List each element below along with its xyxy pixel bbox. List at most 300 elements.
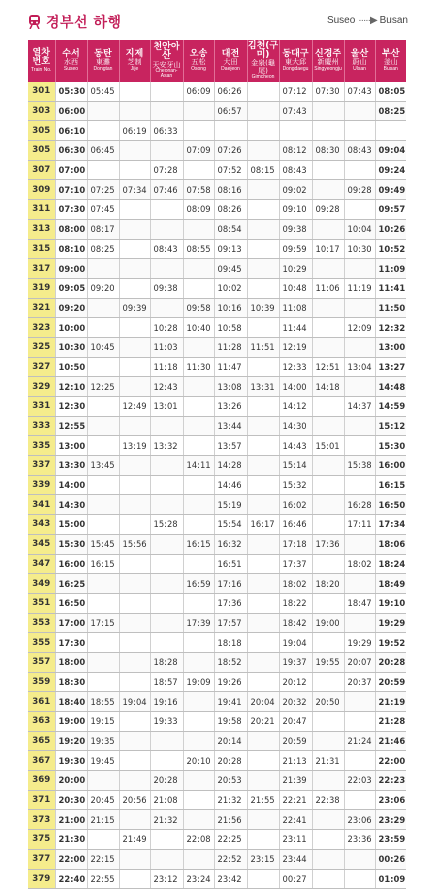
- time-cell: 07:45: [87, 200, 119, 220]
- time-cell: [344, 416, 375, 436]
- time-cell: [119, 849, 150, 869]
- time-cell: 21:31: [312, 751, 344, 771]
- time-cell: 09:20: [87, 278, 119, 298]
- time-cell: 19:26: [214, 672, 247, 692]
- time-cell: 17:15: [87, 613, 119, 633]
- column-header-en: Busan: [383, 65, 398, 72]
- time-cell: 07:30: [55, 200, 87, 220]
- time-cell: 19:37: [279, 652, 312, 672]
- time-cell: 18:47: [344, 593, 375, 613]
- time-cell: 10:45: [87, 337, 119, 357]
- column-header: [119, 40, 150, 82]
- table-row: [28, 613, 406, 633]
- time-cell: 10:28: [150, 318, 183, 338]
- time-cell: [150, 298, 183, 318]
- time-cell: [247, 672, 279, 692]
- time-cell: [312, 771, 344, 791]
- time-cell: [119, 751, 150, 771]
- time-cell: 09:02: [279, 180, 312, 200]
- time-cell: 14:46: [214, 475, 247, 495]
- time-cell: 12:32: [375, 318, 406, 338]
- time-cell: 17:36: [214, 593, 247, 613]
- time-cell: 12:33: [279, 357, 312, 377]
- time-cell: [150, 554, 183, 574]
- time-cell: [312, 337, 344, 357]
- time-cell: 13:00: [55, 436, 87, 456]
- train-number-cell: 327: [28, 357, 55, 377]
- table-row: [28, 318, 406, 338]
- time-cell: [312, 515, 344, 535]
- time-cell: [344, 574, 375, 594]
- time-cell: 16:00: [55, 554, 87, 574]
- table-row: [28, 298, 406, 318]
- time-cell: 18:06: [375, 534, 406, 554]
- time-cell: [312, 180, 344, 200]
- train-number-cell: 345: [28, 534, 55, 554]
- timetable: [28, 40, 406, 889]
- train-number-cell: 343: [28, 515, 55, 535]
- table-row: [28, 259, 406, 279]
- time-cell: 11:30: [183, 357, 214, 377]
- time-cell: [87, 574, 119, 594]
- column-header-hanja: 金泉(龜尾): [251, 59, 275, 75]
- train-number-cell: 329: [28, 377, 55, 397]
- time-cell: 12:43: [150, 377, 183, 397]
- column-header-en: Train No.: [31, 66, 52, 73]
- time-cell: 22:52: [214, 849, 247, 869]
- time-cell: [183, 810, 214, 830]
- time-cell: 15:38: [344, 456, 375, 476]
- time-cell: 23:59: [375, 830, 406, 850]
- table-row: [28, 771, 406, 791]
- time-cell: 19:55: [312, 652, 344, 672]
- column-header-hanja: 新慶州: [317, 58, 339, 67]
- time-cell: 11:47: [214, 357, 247, 377]
- time-cell: 16:17: [247, 515, 279, 535]
- column-header-hanja: 釜山: [383, 58, 398, 67]
- time-cell: [87, 652, 119, 672]
- route-indicator: [327, 15, 408, 26]
- train-number-cell: 309: [28, 180, 55, 200]
- time-cell: [119, 554, 150, 574]
- time-cell: [150, 830, 183, 850]
- time-cell: 07:09: [183, 141, 214, 161]
- time-cell: [312, 731, 344, 751]
- time-cell: [279, 121, 312, 141]
- time-cell: 18:22: [279, 593, 312, 613]
- time-cell: 17:36: [312, 534, 344, 554]
- time-cell: 10:52: [375, 239, 406, 259]
- train-number-cell: 365: [28, 731, 55, 751]
- table-row: [28, 790, 406, 810]
- time-cell: [247, 731, 279, 751]
- time-cell: 13:30: [55, 456, 87, 476]
- column-header-en: Dongtan: [93, 65, 113, 72]
- column-header-en: Daejeon: [221, 65, 240, 72]
- train-number-cell: 355: [28, 633, 55, 653]
- time-cell: [312, 633, 344, 653]
- column-header-en: Suseo: [63, 65, 79, 72]
- time-cell: [344, 751, 375, 771]
- time-cell: 22:25: [214, 830, 247, 850]
- train-number-cell: 307: [28, 160, 55, 180]
- time-cell: 07:43: [344, 82, 375, 101]
- title-group: [28, 12, 122, 32]
- time-cell: 21:30: [55, 830, 87, 850]
- time-cell: [87, 515, 119, 535]
- column-header: [55, 40, 87, 82]
- time-cell: 07:34: [119, 180, 150, 200]
- train-number-cell: 325: [28, 337, 55, 357]
- time-cell: [183, 377, 214, 397]
- time-cell: [344, 200, 375, 220]
- time-cell: [150, 751, 183, 771]
- time-cell: 08:43: [150, 239, 183, 259]
- time-cell: 08:43: [344, 141, 375, 161]
- time-cell: 19:10: [375, 593, 406, 613]
- time-cell: 16:00: [375, 456, 406, 476]
- time-cell: [214, 121, 247, 141]
- time-cell: 15:19: [214, 495, 247, 515]
- time-cell: [119, 141, 150, 161]
- column-header-hanja: 東大邱: [285, 58, 306, 67]
- time-cell: 08:15: [247, 160, 279, 180]
- table-body: [28, 82, 406, 889]
- time-cell: [247, 259, 279, 279]
- time-cell: 21:15: [87, 810, 119, 830]
- time-cell: 09:10: [279, 200, 312, 220]
- time-cell: 21:24: [344, 731, 375, 751]
- time-cell: 20:04: [247, 692, 279, 712]
- time-cell: 18:52: [214, 652, 247, 672]
- time-cell: 08:00: [55, 219, 87, 239]
- time-cell: [150, 849, 183, 869]
- time-cell: [183, 219, 214, 239]
- time-cell: [247, 141, 279, 161]
- time-cell: 07:12: [279, 82, 312, 101]
- time-cell: 19:00: [55, 712, 87, 732]
- time-cell: [119, 810, 150, 830]
- train-number-cell: 359: [28, 672, 55, 692]
- time-cell: 10:26: [375, 219, 406, 239]
- table-row: [28, 278, 406, 298]
- route-to: Busan: [379, 15, 408, 26]
- time-cell: 22:00: [375, 751, 406, 771]
- time-cell: 22:08: [183, 830, 214, 850]
- time-cell: [87, 121, 119, 141]
- time-cell: [344, 101, 375, 121]
- time-cell: 14:00: [279, 377, 312, 397]
- time-cell: 12:19: [279, 337, 312, 357]
- time-cell: 08:30: [312, 141, 344, 161]
- column-header-ko: 열차: [32, 47, 50, 58]
- time-cell: [312, 160, 344, 180]
- time-cell: [344, 160, 375, 180]
- time-cell: 20:37: [344, 672, 375, 692]
- time-cell: 20:28: [375, 652, 406, 672]
- time-cell: 14:59: [375, 397, 406, 417]
- time-cell: [183, 849, 214, 869]
- table-row: [28, 672, 406, 692]
- time-cell: [183, 652, 214, 672]
- time-cell: 21:13: [279, 751, 312, 771]
- time-cell: 16:32: [214, 534, 247, 554]
- column-header-hanja: 水西: [64, 58, 78, 67]
- time-cell: [150, 101, 183, 121]
- time-cell: [87, 475, 119, 495]
- time-cell: 10:50: [55, 357, 87, 377]
- time-cell: 12:09: [344, 318, 375, 338]
- time-cell: 18:55: [87, 692, 119, 712]
- table-row: [28, 593, 406, 613]
- table-row: [28, 436, 406, 456]
- time-cell: 19:52: [375, 633, 406, 653]
- time-cell: [183, 633, 214, 653]
- page-title: 경부선 하행: [46, 15, 122, 31]
- time-cell: 23:36: [344, 830, 375, 850]
- time-cell: [87, 436, 119, 456]
- train-number-cell: 301: [28, 82, 55, 101]
- table-row: [28, 160, 406, 180]
- time-cell: [375, 121, 406, 141]
- time-cell: [247, 82, 279, 101]
- column-header-hanja: 芝制: [127, 58, 142, 67]
- time-cell: [247, 534, 279, 554]
- table-row: [28, 219, 406, 239]
- time-cell: 16:46: [279, 515, 312, 535]
- column-header-ko: 수서: [62, 48, 80, 59]
- time-cell: [247, 633, 279, 653]
- time-cell: 15:14: [279, 456, 312, 476]
- time-cell: 19:09: [183, 672, 214, 692]
- time-cell: [344, 849, 375, 869]
- time-cell: [150, 200, 183, 220]
- time-cell: 21:56: [214, 810, 247, 830]
- time-cell: [183, 397, 214, 417]
- time-cell: 15:00: [55, 515, 87, 535]
- time-cell: 09:59: [279, 239, 312, 259]
- time-cell: [183, 554, 214, 574]
- time-cell: 13:26: [214, 397, 247, 417]
- column-header-ko: 대전: [221, 48, 240, 59]
- time-cell: 10:40: [183, 318, 214, 338]
- table-row: [28, 416, 406, 436]
- time-cell: [247, 278, 279, 298]
- time-cell: 14:48: [375, 377, 406, 397]
- time-cell: 14:12: [279, 397, 312, 417]
- time-cell: [119, 593, 150, 613]
- time-cell: 13:57: [214, 436, 247, 456]
- time-cell: 06:10: [55, 121, 87, 141]
- time-cell: [119, 101, 150, 121]
- time-cell: 12:49: [119, 397, 150, 417]
- time-cell: [119, 712, 150, 732]
- train-number-cell: 373: [28, 810, 55, 830]
- column-header-hanja: 天安牙山: [152, 60, 181, 69]
- time-cell: 07:25: [87, 180, 119, 200]
- time-cell: [150, 416, 183, 436]
- time-cell: [119, 82, 150, 101]
- time-cell: [183, 337, 214, 357]
- time-cell: 23:11: [279, 830, 312, 850]
- time-cell: 15:28: [150, 515, 183, 535]
- time-cell: 19:04: [119, 692, 150, 712]
- time-cell: 10:16: [214, 298, 247, 318]
- time-cell: 18:49: [375, 574, 406, 594]
- time-cell: [344, 121, 375, 141]
- time-cell: [247, 810, 279, 830]
- time-cell: 09:00: [55, 259, 87, 279]
- column-header-en: Gimcheon: [251, 74, 275, 81]
- time-cell: [119, 416, 150, 436]
- column-header: [344, 40, 375, 82]
- table-row: [28, 731, 406, 751]
- time-cell: 21:32: [150, 810, 183, 830]
- time-cell: 09:38: [150, 278, 183, 298]
- column-header-en: Singyeongju: [314, 65, 342, 72]
- time-cell: 09:24: [375, 160, 406, 180]
- train-number-cell: 375: [28, 830, 55, 850]
- time-cell: 19:33: [150, 712, 183, 732]
- time-cell: 06:30: [55, 141, 87, 161]
- time-cell: 09:28: [312, 200, 344, 220]
- time-cell: 18:20: [312, 574, 344, 594]
- column-header: [87, 40, 119, 82]
- time-cell: 07:46: [150, 180, 183, 200]
- time-cell: 18:40: [55, 692, 87, 712]
- column-header-ko: 지제: [125, 48, 144, 59]
- time-cell: 19:04: [279, 633, 312, 653]
- time-cell: 05:30: [55, 82, 87, 101]
- time-cell: [344, 790, 375, 810]
- time-cell: 13:01: [150, 397, 183, 417]
- column-header-ko: 천안아산: [153, 41, 180, 62]
- time-cell: [247, 593, 279, 613]
- column-header-en: Dongdaegu: [282, 65, 309, 72]
- time-cell: [344, 259, 375, 279]
- time-cell: [87, 495, 119, 515]
- time-cell: 08:55: [183, 239, 214, 259]
- train-number-cell: 371: [28, 790, 55, 810]
- column-header-ko: 오송: [189, 48, 208, 59]
- time-cell: 23:24: [183, 869, 214, 889]
- time-cell: [183, 416, 214, 436]
- column-header-en: Osong: [191, 65, 206, 72]
- table-row: [28, 652, 406, 672]
- time-cell: [150, 574, 183, 594]
- time-cell: [119, 652, 150, 672]
- time-cell: 08:05: [375, 82, 406, 101]
- time-cell: 00:27: [279, 869, 312, 889]
- time-cell: 13:32: [150, 436, 183, 456]
- time-cell: 09:05: [55, 278, 87, 298]
- train-number-cell: 303: [28, 101, 55, 121]
- column-header-hanja: 東灘: [96, 58, 110, 67]
- time-cell: [150, 495, 183, 515]
- train-number-cell: 319: [28, 278, 55, 298]
- time-cell: 10:48: [279, 278, 312, 298]
- time-cell: 20:56: [119, 790, 150, 810]
- time-cell: [119, 515, 150, 535]
- time-cell: [344, 475, 375, 495]
- time-cell: 06:26: [214, 82, 247, 101]
- time-cell: [119, 278, 150, 298]
- table-row: [28, 849, 406, 869]
- time-cell: [183, 790, 214, 810]
- time-cell: 20:47: [279, 712, 312, 732]
- time-cell: 19:45: [87, 751, 119, 771]
- time-cell: 20:28: [150, 771, 183, 791]
- time-cell: 20:21: [247, 712, 279, 732]
- time-cell: 18:24: [375, 554, 406, 574]
- time-cell: [87, 357, 119, 377]
- time-cell: [344, 869, 375, 889]
- time-cell: 16:25: [55, 574, 87, 594]
- time-cell: 08:17: [87, 219, 119, 239]
- time-cell: [119, 357, 150, 377]
- time-cell: [183, 731, 214, 751]
- column-header-hanja: 蔚山: [352, 58, 367, 67]
- time-cell: 18:02: [344, 554, 375, 574]
- time-cell: 19:35: [87, 731, 119, 751]
- time-cell: 06:45: [87, 141, 119, 161]
- train-icon: [28, 15, 41, 29]
- time-cell: [150, 456, 183, 476]
- table-row: [28, 337, 406, 357]
- time-cell: [183, 771, 214, 791]
- train-number-cell: 369: [28, 771, 55, 791]
- time-cell: 23:42: [214, 869, 247, 889]
- train-number-cell: 353: [28, 613, 55, 633]
- time-cell: 12:25: [87, 377, 119, 397]
- time-cell: 01:09: [375, 869, 406, 889]
- time-cell: [119, 318, 150, 338]
- time-cell: 10:00: [55, 318, 87, 338]
- time-cell: 17:16: [214, 574, 247, 594]
- time-cell: 11:44: [279, 318, 312, 338]
- time-cell: 20:59: [279, 731, 312, 751]
- time-cell: 14:30: [55, 495, 87, 515]
- time-cell: 23:06: [375, 790, 406, 810]
- column-header: [375, 40, 406, 82]
- time-cell: [247, 751, 279, 771]
- time-cell: 13:04: [344, 357, 375, 377]
- time-cell: 17:11: [344, 515, 375, 535]
- column-header: [247, 40, 279, 82]
- time-cell: [119, 495, 150, 515]
- time-cell: [87, 160, 119, 180]
- time-cell: 17:30: [55, 633, 87, 653]
- time-cell: [247, 101, 279, 121]
- time-cell: 09:58: [183, 298, 214, 318]
- time-cell: [119, 337, 150, 357]
- time-cell: 18:28: [150, 652, 183, 672]
- time-cell: 14:28: [214, 456, 247, 476]
- time-cell: [344, 613, 375, 633]
- time-cell: [312, 810, 344, 830]
- train-number-cell: 311: [28, 200, 55, 220]
- time-cell: [119, 869, 150, 889]
- time-cell: 06:33: [150, 121, 183, 141]
- time-cell: [344, 337, 375, 357]
- time-cell: [344, 298, 375, 318]
- train-number-cell: 361: [28, 692, 55, 712]
- train-number-cell: 379: [28, 869, 55, 889]
- time-cell: 17:00: [55, 613, 87, 633]
- time-cell: [183, 712, 214, 732]
- time-cell: [247, 416, 279, 436]
- time-cell: 23:15: [247, 849, 279, 869]
